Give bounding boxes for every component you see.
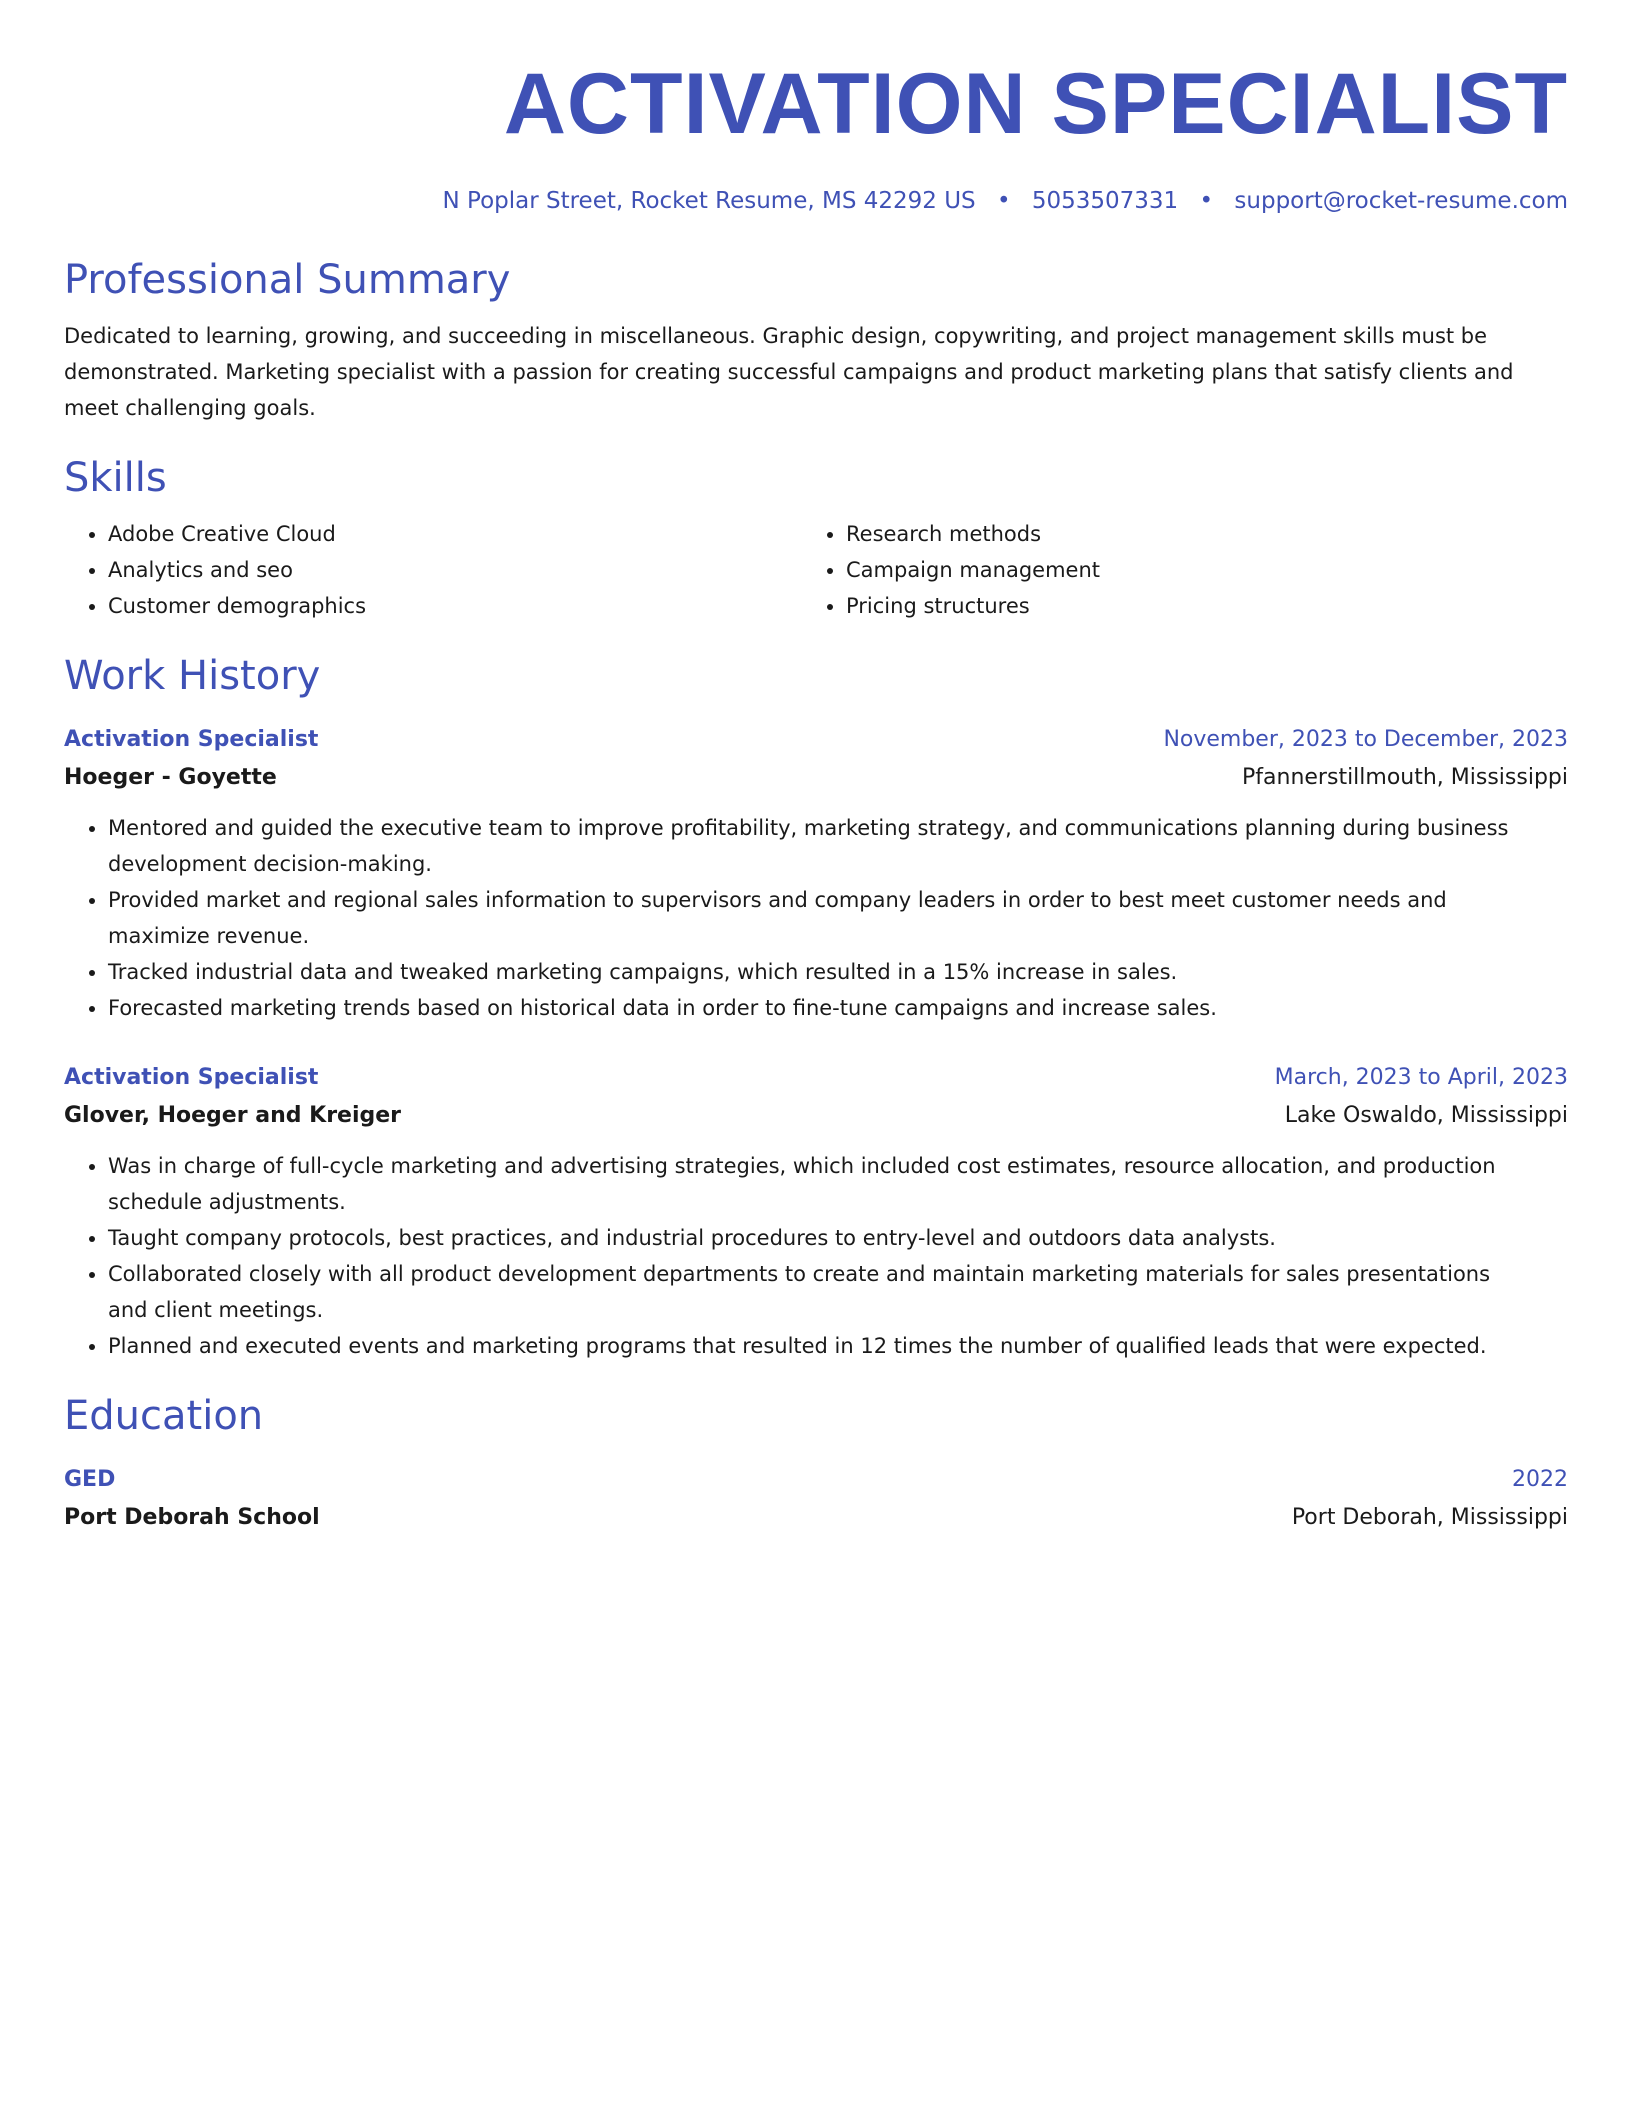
education-year: 2022 xyxy=(1512,1467,1568,1492)
summary-section xyxy=(64,256,1568,426)
resume-header xyxy=(64,56,1568,216)
job-location: Pfannerstillmouth, Mississippi xyxy=(1242,765,1568,790)
education-location: Port Deborah, Mississippi xyxy=(1291,1505,1568,1530)
education-degree: GED xyxy=(64,1467,116,1492)
education-section xyxy=(64,1392,1568,1538)
education-school-row xyxy=(64,1498,1568,1538)
job-dates: November, 2023 to December, 2023 xyxy=(1163,727,1568,752)
job-bullet: • Was in charge of full-cycle marketing and advertising strategies, which included cost estimates, resource allocation, and production schedule adjustments. xyxy=(108,1148,1528,1220)
skills-section xyxy=(64,454,1568,624)
education-degree-row xyxy=(64,1462,1568,1498)
job-employer: Hoeger - Goyette xyxy=(64,765,277,790)
skills-column-right xyxy=(802,516,1540,624)
job-bullet: • Mentored and guided the executive team to improve profitability, marketing strategy, and communications planning during business development decision-making. xyxy=(108,810,1528,882)
job-title-row xyxy=(64,1060,1568,1096)
contact-address: N Poplar Street, Rocket Resume, MS 42292 US xyxy=(442,188,976,214)
summary-text: Dedicated to learning, growing, and succeeding in miscellaneous. Graphic design, copywriting, and project management skills must be demonstrated. Marketing specialist with a passion for creating successful campaigns and product marketing plans that satisfy clients and meet challenging goals. xyxy=(64,324,1514,420)
job-entry xyxy=(64,1060,1568,1364)
job-dates: March, 2023 to April, 2023 xyxy=(1274,1065,1568,1090)
job-location: Lake Oswaldo, Mississippi xyxy=(1284,1103,1568,1128)
job-employer-row xyxy=(64,758,1568,798)
job-bullet: • Forecasted marketing trends based on historical data in order to fine-tune campaigns and increase sales. xyxy=(108,990,1528,1026)
skills-grid xyxy=(64,516,1568,624)
skill-item: • Pricing structures xyxy=(846,588,1540,624)
job-title: Activation Specialist xyxy=(64,727,319,752)
job-entry xyxy=(64,722,1568,1026)
contact-phone: 5053507331 xyxy=(1031,188,1179,214)
job-employer: Glover, Hoeger and Kreiger xyxy=(64,1103,402,1128)
summary-heading: Professional Summary xyxy=(64,257,511,303)
work-history-heading: Work History xyxy=(64,653,321,699)
job-employer-row xyxy=(64,1096,1568,1136)
skill-item: • Customer demographics xyxy=(108,588,802,624)
education-school: Port Deborah School xyxy=(64,1505,320,1530)
contact-email: support@rocket-resume.com xyxy=(1234,188,1568,214)
skills-heading: Skills xyxy=(64,455,167,501)
contact-separator: • xyxy=(996,188,1011,214)
contact-line xyxy=(64,186,1568,216)
job-bullet: • Provided market and regional sales information to supervisors and company leaders in order to best meet customer needs and maximize revenue. xyxy=(108,882,1528,954)
job-title-row xyxy=(64,722,1568,758)
skill-item: • Campaign management xyxy=(846,552,1540,588)
job-bullets xyxy=(64,810,1568,1026)
job-bullet: • Taught company protocols, best practices, and industrial procedures to entry-level and outdoors data analysts. xyxy=(108,1220,1528,1256)
job-bullet: • Collaborated closely with all product development departments to create and maintain marketing materials for sales presentations and client meetings. xyxy=(108,1256,1528,1328)
job-title: Activation Specialist xyxy=(64,1065,319,1090)
job-bullet: • Tracked industrial data and tweaked marketing campaigns, which resulted in a 15% increase in sales. xyxy=(108,954,1528,990)
education-entry xyxy=(64,1462,1568,1538)
education-heading: Education xyxy=(64,1393,264,1439)
contact-separator: • xyxy=(1199,188,1214,214)
work-history-section xyxy=(64,652,1568,1364)
job-bullets xyxy=(64,1148,1568,1364)
candidate-title: ACTIVATION SPECIALIST xyxy=(503,56,1568,152)
skills-column-left xyxy=(64,516,802,624)
skill-item: • Research methods xyxy=(846,516,1540,552)
job-bullet: • Planned and executed events and marketing programs that resulted in 12 times the number of qualified leads that were expected. xyxy=(108,1328,1528,1364)
skill-item: • Adobe Creative Cloud xyxy=(108,516,802,552)
skill-item: • Analytics and seo xyxy=(108,552,802,588)
